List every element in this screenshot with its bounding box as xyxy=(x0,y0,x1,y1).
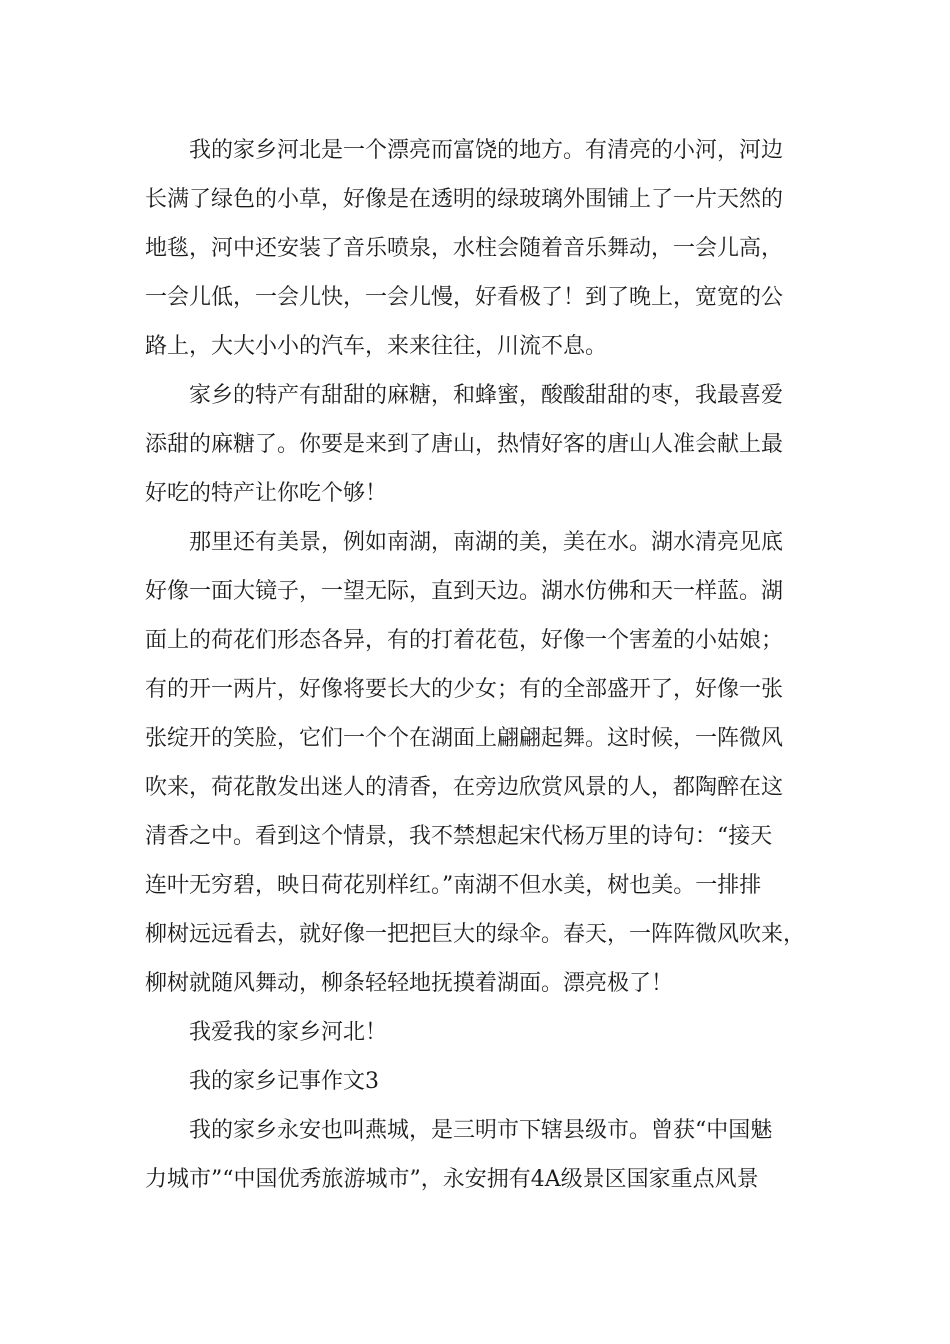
text-line: 面上的荷花们形态各异，有的打着花苞，好像一个害羞的小姑娘； xyxy=(145,628,784,653)
text-line: 力城市”“中国优秀旅游城市”，永安拥有4A级景区国家重点风景 xyxy=(145,1167,759,1192)
document-body xyxy=(145,126,825,1204)
text-line: 柳树远远看去，就好像一把把巨大的绿伞。春天，一阵阵微风吹来， xyxy=(145,922,806,947)
text-line: 长满了绿色的小草，好像是在透明的绿玻璃外围铺上了一片天然的 xyxy=(145,187,784,212)
text-line: 我爱我的家乡河北！ xyxy=(189,1020,388,1045)
text-line: 连叶无穷碧，映日荷花别样红。”南湖不但水美，树也美。一排排 xyxy=(145,873,762,898)
text-line: 好吃的特产让你吃个够！ xyxy=(145,481,388,506)
text-line: 家乡的特产有甜甜的麻糖，和蜂蜜，酸酸甜甜的枣，我最喜爱 xyxy=(189,383,784,408)
text-line: 好像一面大镜子，一望无际，直到天边。湖水仿佛和天一样蓝。湖 xyxy=(145,579,784,604)
text-line: 那里还有美景，例如南湖，南湖的美，美在水。湖水清亮见底 xyxy=(189,530,784,555)
text-line: 路上，大大小小的汽车，来来往往，川流不息。 xyxy=(145,334,608,359)
text-line: 地毯，河中还安装了音乐喷泉，水柱会随着音乐舞动，一会儿高， xyxy=(145,236,784,261)
text-line: 我的家乡河北是一个漂亮而富饶的地方。有清亮的小河，河边 xyxy=(189,138,784,163)
text-line: 有的开一两片，好像将要长大的少女；有的全部盛开了，好像一张 xyxy=(145,677,784,702)
text-line: 一会儿低，一会儿快，一会儿慢，好看极了！到了晚上，宽宽的公 xyxy=(145,285,784,310)
text-line: 张绽开的笑脸，它们一个个在湖面上翩翩起舞。这时候，一阵微风 xyxy=(145,726,784,751)
section-heading: 我的家乡记事作文3 xyxy=(189,1069,379,1094)
text-line: 柳树就随风舞动，柳条轻轻地抚摸着湖面。漂亮极了！ xyxy=(145,971,674,996)
text-line: 吹来，荷花散发出迷人的清香，在旁边欣赏风景的人，都陶醉在这 xyxy=(145,775,784,800)
text-line: 清香之中。看到这个情景，我不禁想起宋代杨万里的诗句：“接天 xyxy=(145,824,773,849)
text-line: 我的家乡永安也叫燕城，是三明市下辖县级市。曾获“中国魅 xyxy=(189,1118,773,1143)
text-line: 添甜的麻糖了。你要是来到了唐山，热情好客的唐山人准会献上最 xyxy=(145,432,784,457)
